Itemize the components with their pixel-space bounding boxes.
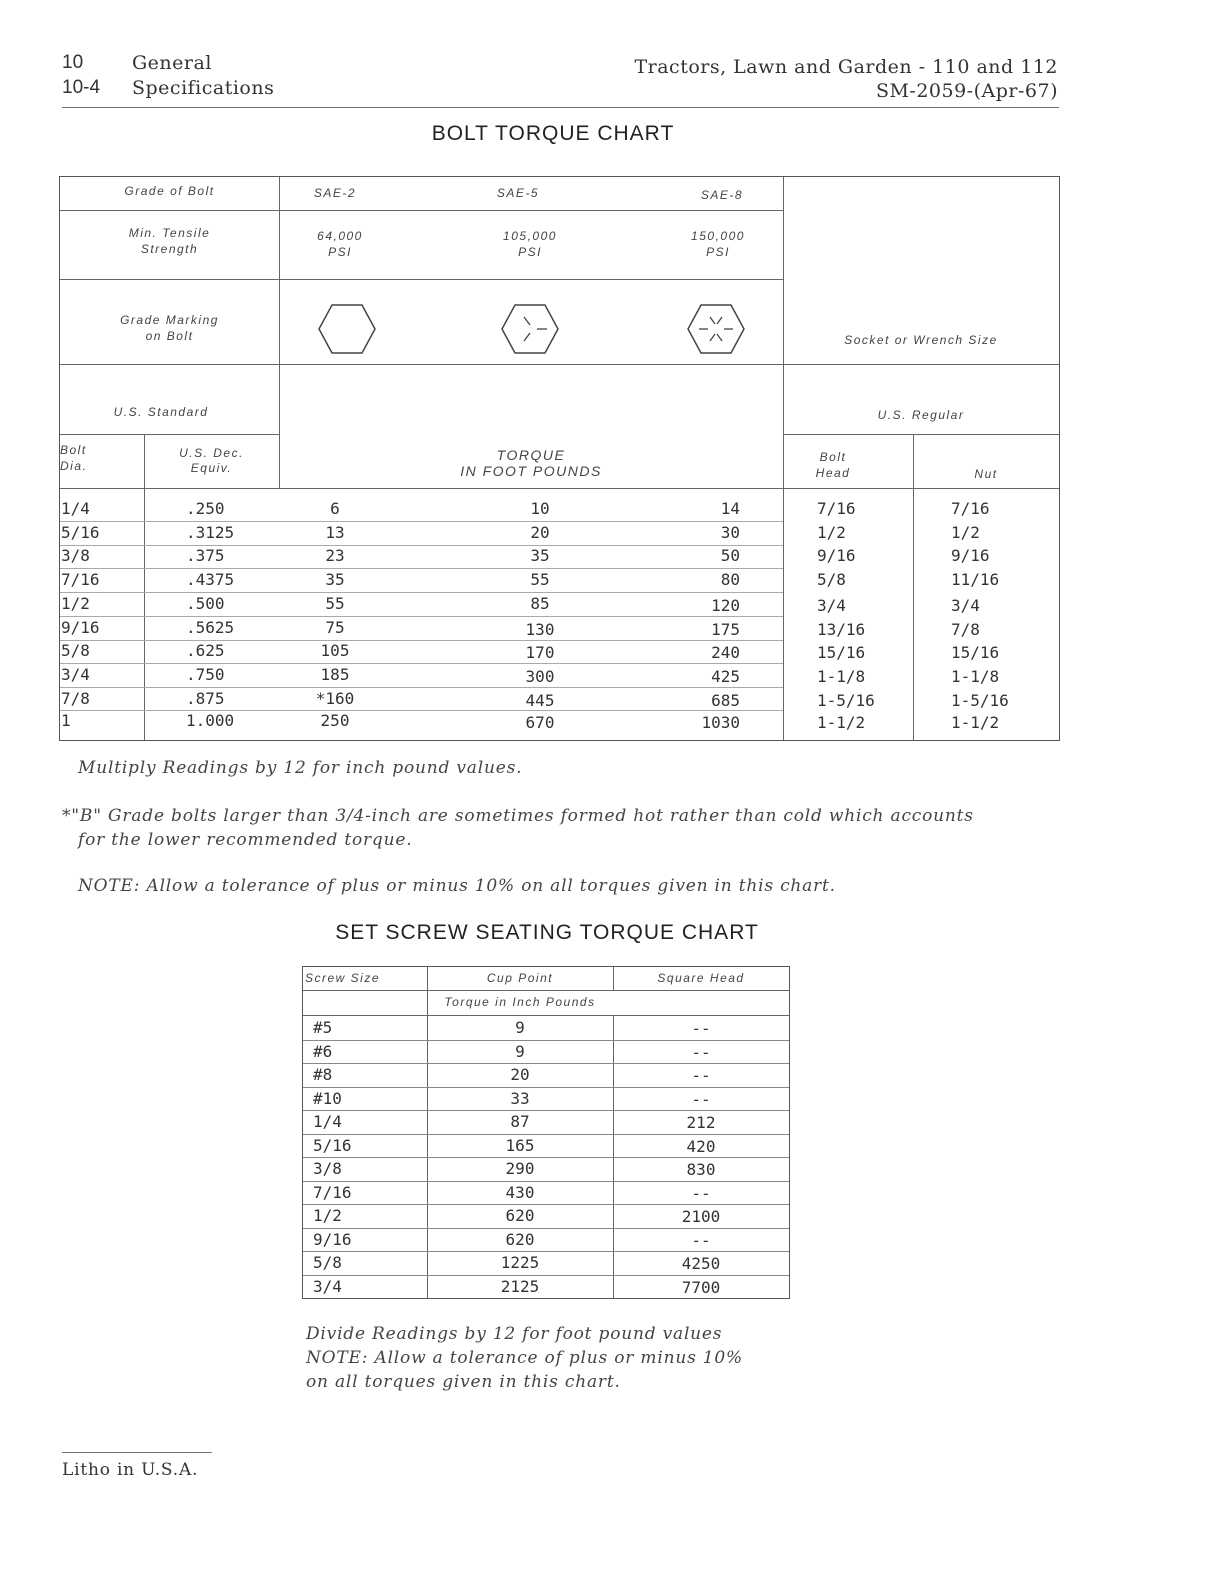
screw-size: #8 bbox=[313, 1065, 333, 1084]
torque-sae-2: 185 bbox=[320, 665, 350, 684]
torque-sae-2: 75 bbox=[325, 618, 345, 637]
set-screw-table bbox=[302, 966, 790, 1299]
square-head-torque: -- bbox=[691, 1019, 711, 1038]
torque-sae-8: 1030 bbox=[701, 713, 740, 732]
grid-line bbox=[60, 279, 783, 280]
bolt-head-size: 1/2 bbox=[817, 523, 846, 542]
nut-size: 9/16 bbox=[951, 546, 990, 565]
bolt-head-label-1: Bolt bbox=[819, 450, 847, 464]
bolt-torque-table bbox=[59, 176, 1060, 741]
dec-label-1: U.S. Dec. bbox=[179, 446, 244, 460]
footer-rule bbox=[62, 1452, 212, 1453]
nut-size: 7/16 bbox=[951, 499, 990, 518]
torque-inch-pounds-label: Torque in Inch Pounds bbox=[444, 995, 596, 1009]
sae-5-hex-icon bbox=[500, 303, 560, 355]
screw-size: 1/2 bbox=[313, 1206, 342, 1225]
square-head-torque: 420 bbox=[686, 1136, 716, 1156]
torque-sae-5: 445 bbox=[525, 691, 555, 710]
torque-sae-5: 670 bbox=[525, 713, 555, 732]
bolt-head-size: 9/16 bbox=[817, 546, 856, 565]
dec-equiv: .3125 bbox=[186, 523, 235, 542]
torque-sae-5: 35 bbox=[530, 546, 550, 565]
cup-point-torque: 87 bbox=[510, 1112, 530, 1131]
grid-line bbox=[144, 434, 145, 740]
grade-sae-2: SAE-2 bbox=[313, 186, 357, 200]
row-divider bbox=[60, 710, 783, 711]
header-rule bbox=[62, 107, 1059, 108]
row-divider bbox=[60, 640, 783, 641]
row-divider bbox=[303, 1157, 789, 1158]
torque-sae-5: 130 bbox=[525, 620, 555, 639]
square-head-torque: 4250 bbox=[681, 1254, 721, 1273]
square-head-torque: 7700 bbox=[681, 1277, 721, 1297]
cup-point-torque: 290 bbox=[505, 1159, 535, 1178]
section-name: General bbox=[132, 52, 212, 74]
screw-size: 3/8 bbox=[313, 1159, 342, 1178]
nut-size: 1-1/8 bbox=[951, 667, 1000, 686]
row-divider bbox=[303, 1110, 789, 1111]
col-screw-size: Screw Size bbox=[305, 971, 381, 985]
bolt-dia: 5/16 bbox=[61, 523, 100, 542]
us-standard-label: U.S. Standard bbox=[113, 405, 209, 419]
grid-line bbox=[60, 488, 1059, 489]
torque-sae-8: 240 bbox=[711, 643, 740, 662]
torque-sae-2: 23 bbox=[325, 546, 345, 565]
nut-size: 7/8 bbox=[951, 620, 980, 639]
torque-sae-2: *160 bbox=[315, 689, 355, 708]
footnote-line-2: for the lower recommended torque. bbox=[78, 830, 413, 850]
screw-size: 9/16 bbox=[313, 1229, 352, 1249]
square-head-torque: -- bbox=[691, 1066, 711, 1085]
grid-line bbox=[303, 990, 789, 991]
tensile-sae-8-unit: PSI bbox=[706, 245, 730, 259]
grid-line bbox=[303, 1015, 789, 1016]
cup-point-torque: 33 bbox=[510, 1088, 530, 1108]
nut-size: 1-1/2 bbox=[951, 713, 1000, 732]
manual-code: SM-2059-(Apr-67) bbox=[875, 80, 1058, 102]
screw-size: 7/16 bbox=[313, 1182, 352, 1202]
grid-line bbox=[279, 177, 280, 364]
cup-point-torque: 20 bbox=[510, 1065, 530, 1084]
tensile-sae-2-value: 64,000 bbox=[317, 229, 363, 243]
socket-label: Socket or Wrench Size bbox=[844, 333, 998, 347]
bolt-dia: 3/8 bbox=[61, 546, 90, 565]
torque-sae-5: 55 bbox=[530, 570, 550, 589]
row-divider bbox=[303, 1204, 789, 1205]
bolt-head-label-2: Head bbox=[815, 466, 851, 480]
bolt-head-size: 5/8 bbox=[817, 570, 846, 589]
dec-equiv: .250 bbox=[186, 499, 225, 518]
bolt-dia: 7/8 bbox=[61, 689, 90, 708]
torque-label-1: TORQUE bbox=[496, 447, 566, 463]
marking-label-1: Grade Marking bbox=[120, 313, 219, 327]
torque-sae-8: 175 bbox=[711, 620, 740, 639]
bolt-chart-title: BOLT TORQUE CHART bbox=[431, 122, 675, 145]
grade-sae-8: SAE-8 bbox=[700, 188, 744, 202]
row-divider bbox=[60, 568, 783, 569]
torque-sae-2: 6 bbox=[330, 499, 340, 518]
square-head-torque: 212 bbox=[686, 1113, 716, 1132]
tensile-label-2: Strength bbox=[140, 242, 199, 256]
torque-sae-2: 35 bbox=[325, 570, 345, 589]
dec-equiv: .375 bbox=[186, 546, 225, 565]
col-cup-point: Cup Point bbox=[486, 971, 554, 985]
row-divider bbox=[60, 663, 783, 664]
nut-size: 1-5/16 bbox=[951, 691, 1009, 710]
dec-equiv: 1.000 bbox=[186, 711, 235, 730]
cup-point-torque: 430 bbox=[505, 1182, 535, 1202]
bolt-head-size: 3/4 bbox=[817, 596, 846, 615]
screw-size: #6 bbox=[313, 1041, 333, 1061]
page-name: Specifications bbox=[132, 77, 275, 99]
manual-title: Tractors, Lawn and Garden - 110 and 112 bbox=[634, 56, 1058, 78]
bolt-head-size: 7/16 bbox=[817, 499, 856, 518]
marking-label-2: on Bolt bbox=[145, 329, 194, 343]
torque-sae-8: 14 bbox=[720, 499, 740, 518]
nut-label: Nut bbox=[974, 467, 998, 481]
cup-point-torque: 620 bbox=[505, 1229, 535, 1249]
torque-sae-2: 105 bbox=[320, 641, 350, 660]
cup-point-torque: 1225 bbox=[500, 1253, 540, 1272]
tensile-sae-5-unit: PSI bbox=[518, 245, 542, 259]
bolt-head-size: 15/16 bbox=[817, 643, 866, 662]
screw-size: 1/4 bbox=[313, 1112, 342, 1131]
dec-equiv: .4375 bbox=[186, 570, 235, 589]
bolt-dia: 7/16 bbox=[61, 570, 100, 589]
torque-sae-5: 10 bbox=[530, 499, 550, 518]
tensile-sae-2-unit: PSI bbox=[328, 245, 352, 259]
screw-size: 3/4 bbox=[313, 1276, 342, 1296]
col-square-head: Square Head bbox=[657, 971, 745, 985]
tensile-sae-5-value: 105,000 bbox=[503, 229, 557, 243]
bolt-head-size: 13/16 bbox=[817, 620, 866, 639]
us-regular-label: U.S. Regular bbox=[877, 408, 965, 422]
torque-sae-2: 55 bbox=[325, 594, 345, 613]
square-head-torque: 2100 bbox=[681, 1207, 721, 1226]
footnote-line-1: *"B" Grade bolts larger than 3/4-inch are sometimes formed hot rather than cold which accounts bbox=[62, 806, 974, 826]
cup-point-torque: 9 bbox=[515, 1041, 525, 1061]
grid-line bbox=[783, 434, 1059, 435]
square-head-torque: -- bbox=[691, 1230, 711, 1250]
cup-point-torque: 620 bbox=[505, 1206, 535, 1225]
bolt-dia-label-2: Dia. bbox=[60, 459, 88, 473]
row-divider bbox=[60, 521, 783, 522]
dec-equiv: .500 bbox=[186, 594, 225, 613]
nut-size: 3/4 bbox=[951, 596, 980, 615]
dec-equiv: .875 bbox=[186, 689, 225, 708]
dec-label-2: Equiv. bbox=[190, 461, 233, 475]
bolt-head-size: 1-1/2 bbox=[817, 713, 866, 732]
row-divider bbox=[303, 1063, 789, 1064]
torque-sae-2: 250 bbox=[320, 711, 350, 730]
torque-label-2: IN FOOT POUNDS bbox=[460, 463, 602, 479]
screw-size: 5/16 bbox=[313, 1135, 352, 1155]
grid-line bbox=[60, 364, 1059, 365]
square-head-torque: -- bbox=[691, 1042, 711, 1062]
square-head-torque: -- bbox=[691, 1183, 711, 1203]
bolt-head-size: 1-5/16 bbox=[817, 691, 875, 710]
bolt-dia-label-1: Bolt bbox=[60, 443, 87, 457]
torque-sae-8: 30 bbox=[720, 523, 740, 542]
square-head-torque: -- bbox=[691, 1089, 711, 1109]
torque-sae-8: 685 bbox=[711, 691, 740, 710]
nut-size: 15/16 bbox=[951, 643, 1000, 662]
screw-chart-title: SET SCREW SEATING TORQUE CHART bbox=[335, 921, 759, 944]
grid-line bbox=[60, 210, 783, 211]
sae-8-hex-icon bbox=[686, 303, 746, 355]
bolt-dia: 1 bbox=[61, 711, 71, 730]
screw-size: #5 bbox=[313, 1018, 333, 1037]
bolt-dia: 3/4 bbox=[61, 665, 90, 684]
bolt-dia: 1/4 bbox=[61, 499, 90, 518]
cup-point-torque: 9 bbox=[515, 1018, 525, 1037]
square-head-torque: 830 bbox=[686, 1160, 716, 1179]
torque-sae-8: 120 bbox=[711, 596, 740, 615]
row-divider bbox=[60, 592, 783, 593]
bolt-head-size: 1-1/8 bbox=[817, 667, 866, 686]
tensile-sae-8-value: 150,000 bbox=[691, 229, 745, 243]
torque-sae-2: 13 bbox=[325, 523, 345, 542]
torque-sae-8: 80 bbox=[720, 570, 740, 589]
litho-footer: Litho in U.S.A. bbox=[62, 1460, 199, 1480]
dec-equiv: .625 bbox=[186, 641, 225, 660]
nut-size: 1/2 bbox=[951, 523, 980, 542]
dec-equiv: .5625 bbox=[186, 618, 235, 637]
screw-tolerance-line-2: on all torques given in this chart. bbox=[306, 1372, 621, 1392]
screw-tolerance-line-1: NOTE: Allow a tolerance of plus or minus 10% bbox=[306, 1348, 743, 1368]
nut-size: 11/16 bbox=[951, 570, 1000, 589]
row-divider bbox=[303, 1251, 789, 1252]
tolerance-note: NOTE: Allow a tolerance of plus or minus 10% on all torques given in this chart. bbox=[78, 876, 836, 896]
bolt-dia: 9/16 bbox=[61, 618, 100, 637]
screw-size: 5/8 bbox=[313, 1253, 342, 1272]
cup-point-torque: 2125 bbox=[500, 1276, 540, 1296]
row-divider bbox=[60, 616, 783, 617]
multiply-note: Multiply Readings by 12 for inch pound values. bbox=[78, 758, 523, 778]
grade-sae-5: SAE-5 bbox=[496, 186, 540, 200]
dec-equiv: .750 bbox=[186, 665, 225, 684]
screw-size: #10 bbox=[313, 1088, 342, 1108]
cup-point-torque: 165 bbox=[505, 1135, 535, 1155]
torque-sae-8: 425 bbox=[711, 667, 740, 686]
sae-2-hex-icon bbox=[317, 303, 377, 355]
divide-note: Divide Readings by 12 for foot pound values bbox=[306, 1324, 723, 1344]
page-number: 10-4 bbox=[62, 77, 101, 98]
row-divider bbox=[60, 687, 783, 688]
torque-sae-5: 170 bbox=[525, 643, 555, 662]
section-number: 10 bbox=[62, 52, 84, 73]
tensile-label-1: Min. Tensile bbox=[128, 226, 211, 240]
torque-sae-8: 50 bbox=[720, 546, 740, 565]
bolt-dia: 1/2 bbox=[61, 594, 90, 613]
torque-sae-5: 85 bbox=[530, 594, 550, 613]
bolt-dia: 5/8 bbox=[61, 641, 90, 660]
torque-sae-5: 300 bbox=[525, 667, 555, 686]
grade-label: Grade of Bolt bbox=[124, 184, 215, 198]
grid-line bbox=[60, 434, 279, 435]
torque-sae-5: 20 bbox=[530, 523, 550, 542]
